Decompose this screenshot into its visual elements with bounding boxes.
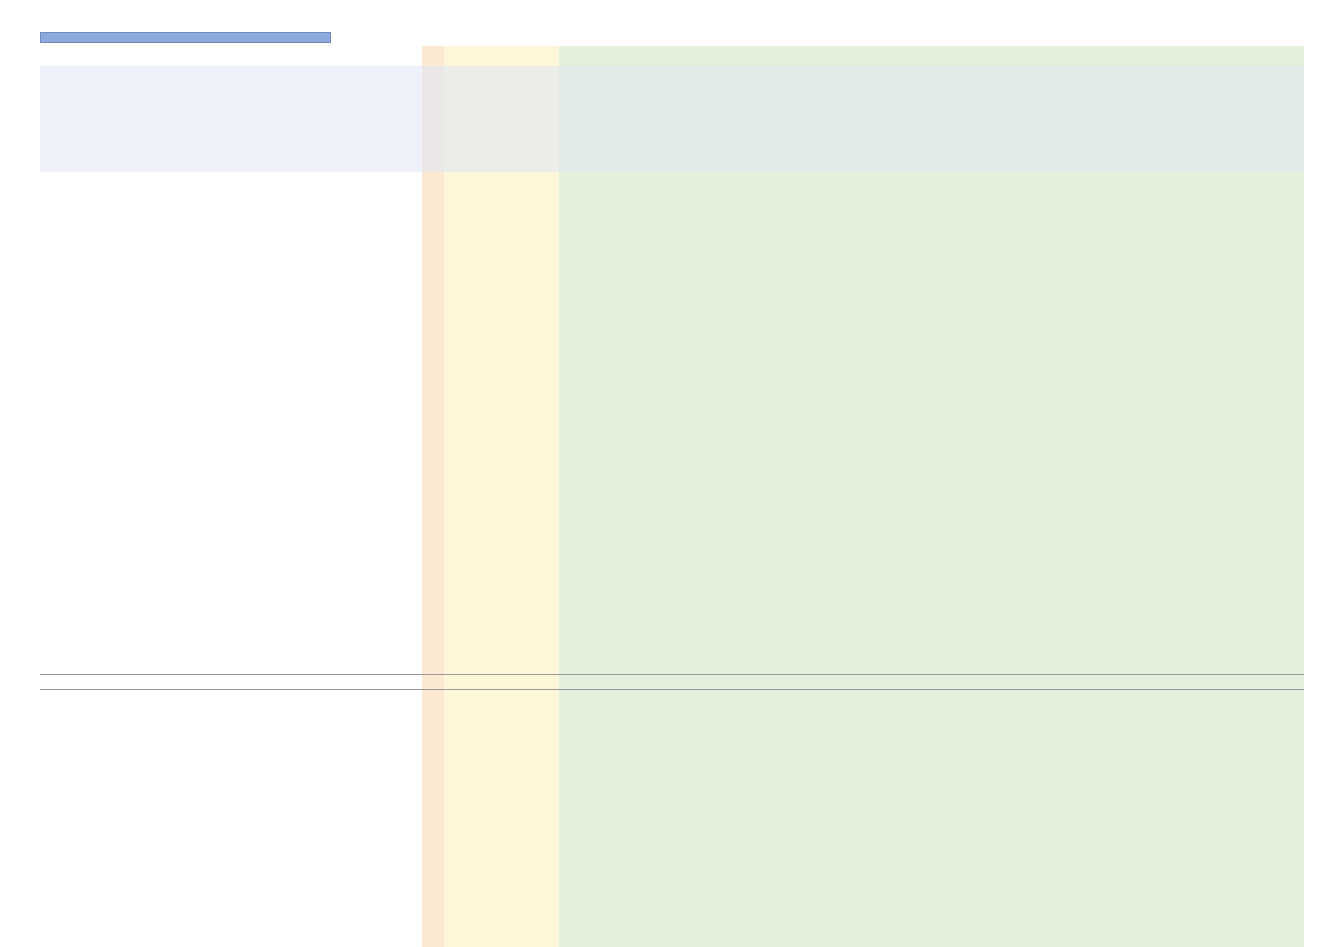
year-header-row (422, 55, 1304, 67)
benefits-header (40, 674, 1304, 690)
phase-headers (422, 48, 1304, 55)
sheet-title (40, 32, 331, 43)
stats-band (40, 66, 1304, 172)
costs-header (40, 176, 1304, 188)
